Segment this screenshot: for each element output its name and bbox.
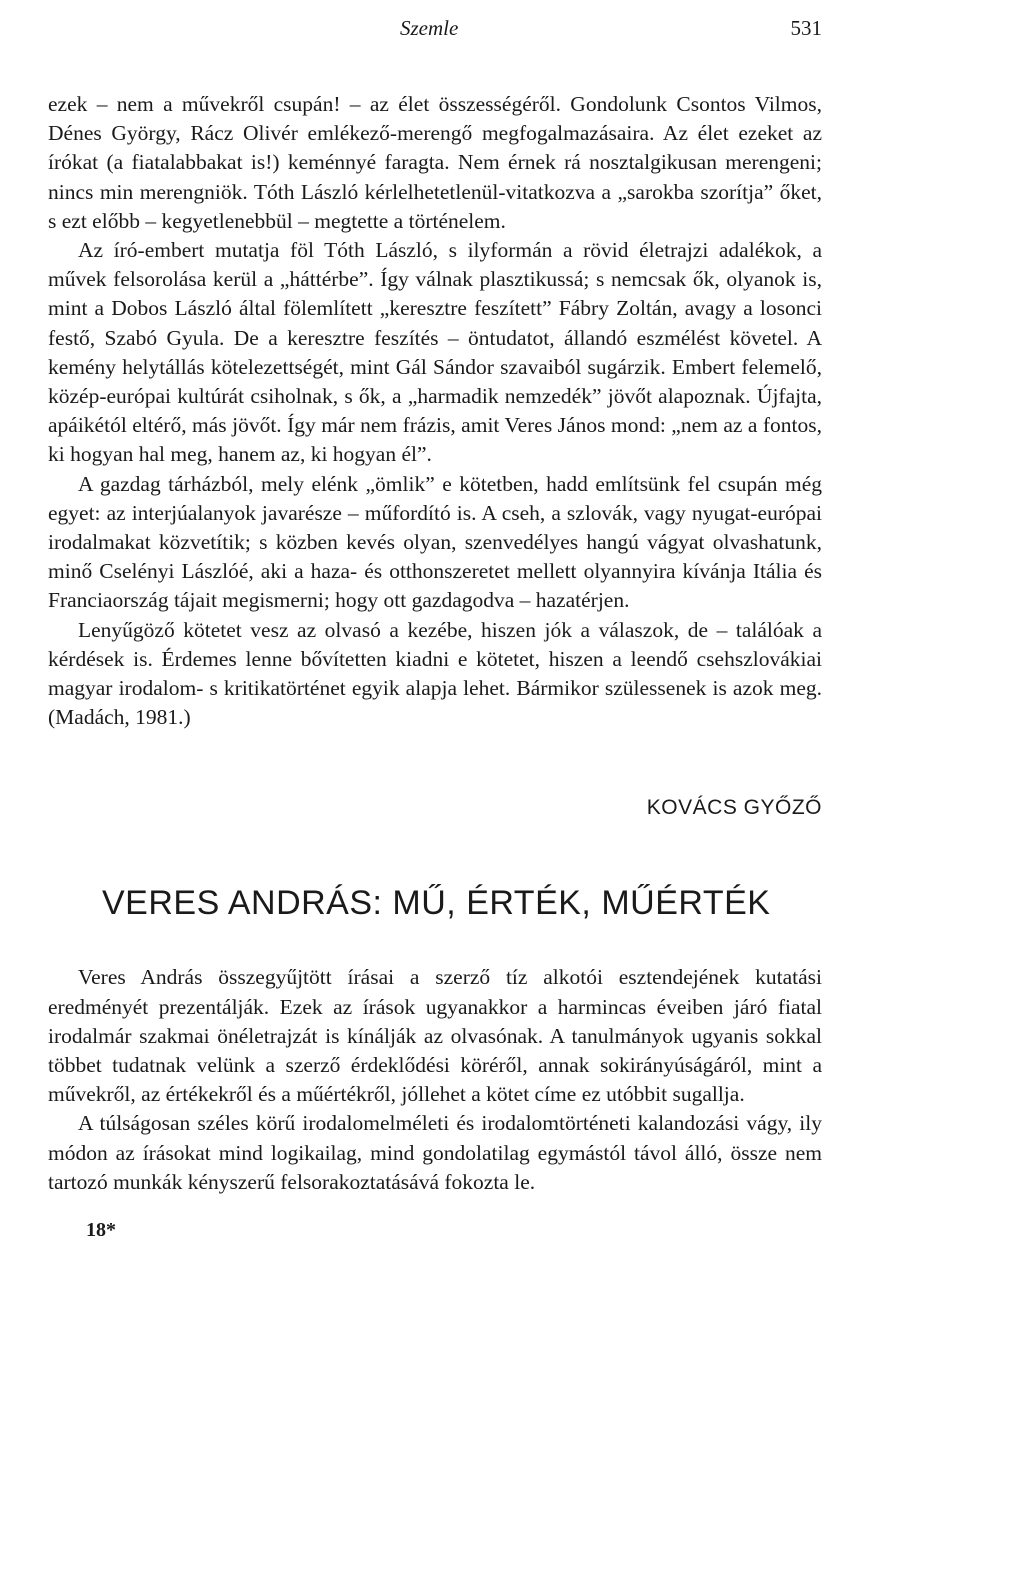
review-1-author: KOVÁCS GYŐZŐ bbox=[646, 796, 822, 820]
review-1-paragraph-4: Lenyűgöző kötetet vesz az olvasó a kezébe, hiszen jók a válaszok, de – találóak a kérdések is. Érdemes lenne bővítetten kiadni e kötetet, hiszen a leendő csehszlovákiai magyar irodalom- s kritikatörténet egyik alapja lehet. Bármikor szülessenek is azok meg. (Madách, 1981.) bbox=[48, 617, 822, 730]
review-2-title: VERES ANDRÁS: MŰ, ÉRTÉK, MŰÉRTÉK bbox=[102, 884, 771, 923]
review-1-body bbox=[48, 90, 822, 732]
sheet-mark: 18* bbox=[86, 1219, 116, 1242]
review-1-paragraph-3: A gazdag tárházból, mely elénk „ömlik” e kötetben, hadd említsünk fel csupán még egyet: az interjúalanyok javarésze – műfordító is. A cseh, a szlovák, vagy nyugat-európai irodalmakat közvetítik; s közben kevés olyan, szenvedélyes hangú vágyat olvashatunk, minő Cselényi Lászlóé, aki a haza- és otthonszeretet mellett olyannyira kívánja Itália és Franciaország tájait megismerni; hogy ott gazdagodva – hazatérjen. bbox=[48, 471, 822, 613]
review-2-body bbox=[48, 963, 822, 1197]
review-1-paragraph-1: ezek – nem a művekről csupán! – az élet összességéről. Gondolunk Csontos Vilmos, Dénes György, Rácz Olivér emlékező-merengő megfogalmazásaira. Az élet ezeket az írókat (a fiatalabbakat is!) keménnyé faragta. Nem érnek rá nosztalgikusan merengeni; nincs min merengniök. Tóth László kérlelhetetlenül-vitatkozva a „sarokba szorítja” őket, s ezt előbb – kegyetlenebbül – megtette a történelem. bbox=[48, 92, 822, 233]
running-head bbox=[48, 14, 822, 50]
page-number: 531 bbox=[790, 16, 822, 40]
running-title: Szemle bbox=[400, 16, 459, 40]
review-2-paragraph-1: Veres András összegyűjtött írásai a szerző tíz alkotói esztendejének kutatási eredményét prezentálják. Ezek az írások ugyanakkor a harmincas éveiben járó fiatal irodalmár szakmai önéletrajzát is kínálják az olvasónak. A tanulmányok ugyanis sokkal többet tudatnak velünk a szerző érdeklődési köréről, annak sokirányúságáról, mint a művekről, az értékekről és a műértékről, jóllehet a kötet címe ez utóbbit sugallja. bbox=[48, 965, 822, 1107]
review-1-paragraph-2: Az író-embert mutatja föl Tóth László, s ilyformán a rövid életrajzi adalékok, a művek felsorolása kerül a „háttérbe”. Így válnak plasztikussá; s nemcsak ők, olyanok is, mint a Dobos László által fölemlített „keresztre feszített” Fábry Zoltán, avagy a losonci festő, Szabó Gyula. De a keresztre feszítés – öntudatot, állandó eszmélést követel. A kemény helytállás kötelezettségét, mint Gál Sándor szavaiból sugárzik. Embert felemelő, közép-európai kultúrát csiholnak, s ők, a „harmadik nemzedék” jövőt alapoznak. Újfajta, apáikétól eltérő, más jövőt. Így már nem frázis, amit Veres János mond: „nem az a fontos, ki hogyan hal meg, hanem az, ki hogyan él”. bbox=[48, 238, 822, 467]
book-page bbox=[48, 14, 822, 1242]
review-2-paragraph-2: A túlságosan széles körű irodalomelméleti és irodalomtörténeti kalandozási vágy, ily módon az írásokat mind logikailag, mind gondolatilag egymástól távol álló, össze nem tartozó munkák kényszerű felsorakoztatásává fokozta le. bbox=[48, 1111, 822, 1194]
